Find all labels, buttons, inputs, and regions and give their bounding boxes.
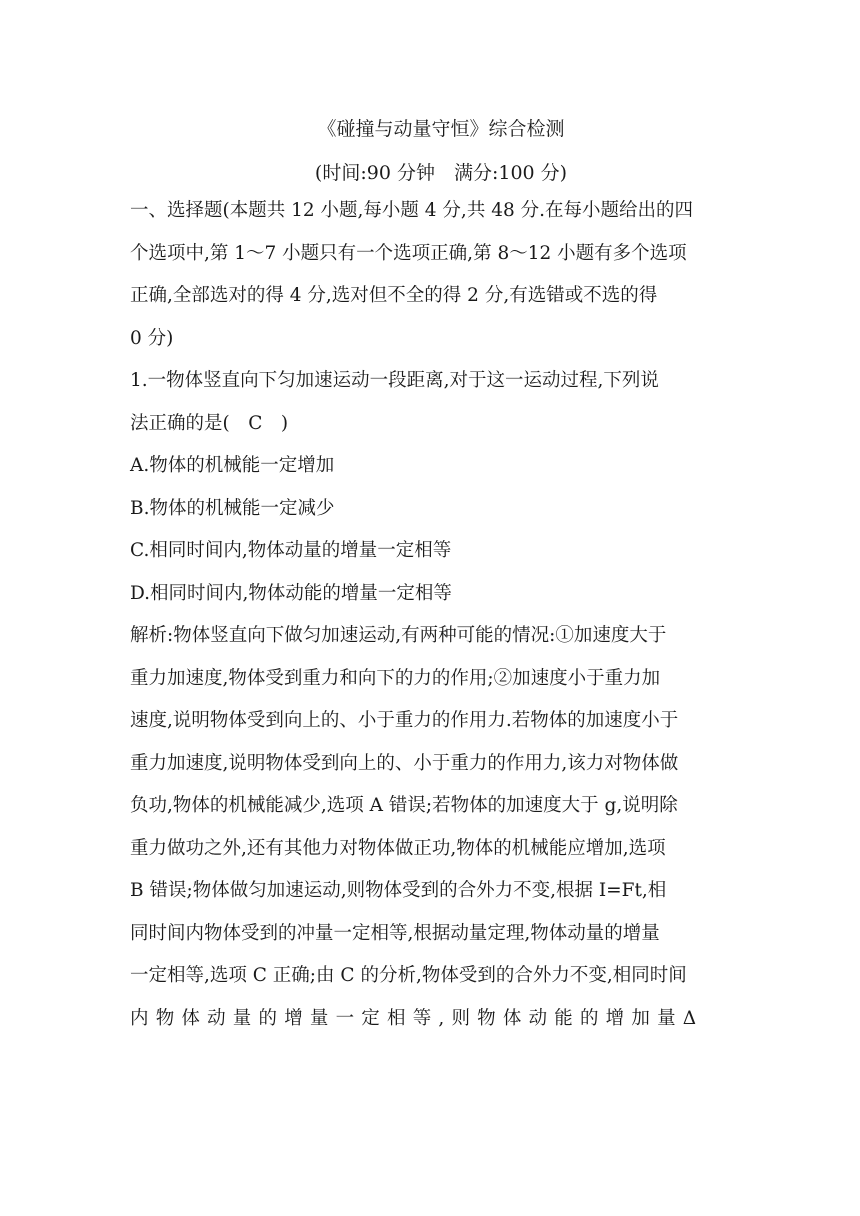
- analysis-line: 重力做功之外,还有其他力对物体做正功,物体的机械能应增加,选项: [130, 837, 666, 859]
- question-stem-line: 法正确的是( C ): [130, 412, 289, 434]
- analysis-line: 同时间内物体受到的冲量一定相等,根据动量定理,物体动量的增量: [130, 922, 660, 944]
- option-c: C.相同时间内,物体动量的增量一定相等: [130, 540, 452, 561]
- analysis-line: 速度,说明物体受到向上的、小于重力的作用力.若物体的加速度小于: [130, 710, 679, 731]
- question-1: [130, 360, 732, 615]
- analysis-line: 一定相等,选项 C 正确;由 C 的分析,物体受到的合外力不变,相同时间: [130, 965, 687, 986]
- analysis-line: 重力加速度,说明物体受到向上的、小于重力的作用力,该力对物体做: [130, 752, 679, 774]
- section-instructions: [130, 190, 732, 360]
- analysis-line: 内物体动量的增量一定相等,则物体动能的增加量Δ: [130, 1007, 704, 1029]
- section-line: 个选项中,第 1～7 小题只有一个选项正确,第 8～12 小题有多个选项: [130, 242, 687, 264]
- analysis-line: 负功,物体的机械能减少,选项 A 错误;若物体的加速度大于 g,说明除: [130, 795, 678, 816]
- document-page: [130, 114, 732, 1040]
- option-a: A.物体的机械能一定增加: [130, 455, 335, 476]
- section-line: 0 分): [130, 327, 174, 349]
- option-b: B.物体的机械能一定减少: [130, 497, 335, 519]
- analysis-line: 重力加速度,物体受到重力和向下的力的作用;②加速度小于重力加: [130, 667, 661, 689]
- document-title: 《碰撞与动量守恒》综合检测: [317, 118, 565, 140]
- analysis-line: B 错误;物体做匀加速运动,则物体受到的合外力不变,根据 I=Ft,相: [130, 880, 667, 901]
- option-d: D.相同时间内,物体动能的增量一定相等: [130, 582, 452, 604]
- analysis: [130, 615, 732, 1040]
- question-stem-line: 1.一物体竖直向下匀加速运动一段距离,对于这一运动过程,下列说: [130, 370, 659, 391]
- section-line: 正确,全部选对的得 4 分,选对但不全的得 2 分,有选错或不选的得: [130, 285, 658, 306]
- analysis-line: 解析:物体竖直向下做匀加速运动,有两种可能的情况:①加速度大于: [130, 625, 667, 646]
- section-line: 一、选择题(本题共 12 小题,每小题 4 分,共 48 分.在每小题给出的四: [130, 200, 693, 221]
- document-subtitle: (时间:90 分钟 满分:100 分): [314, 162, 568, 184]
